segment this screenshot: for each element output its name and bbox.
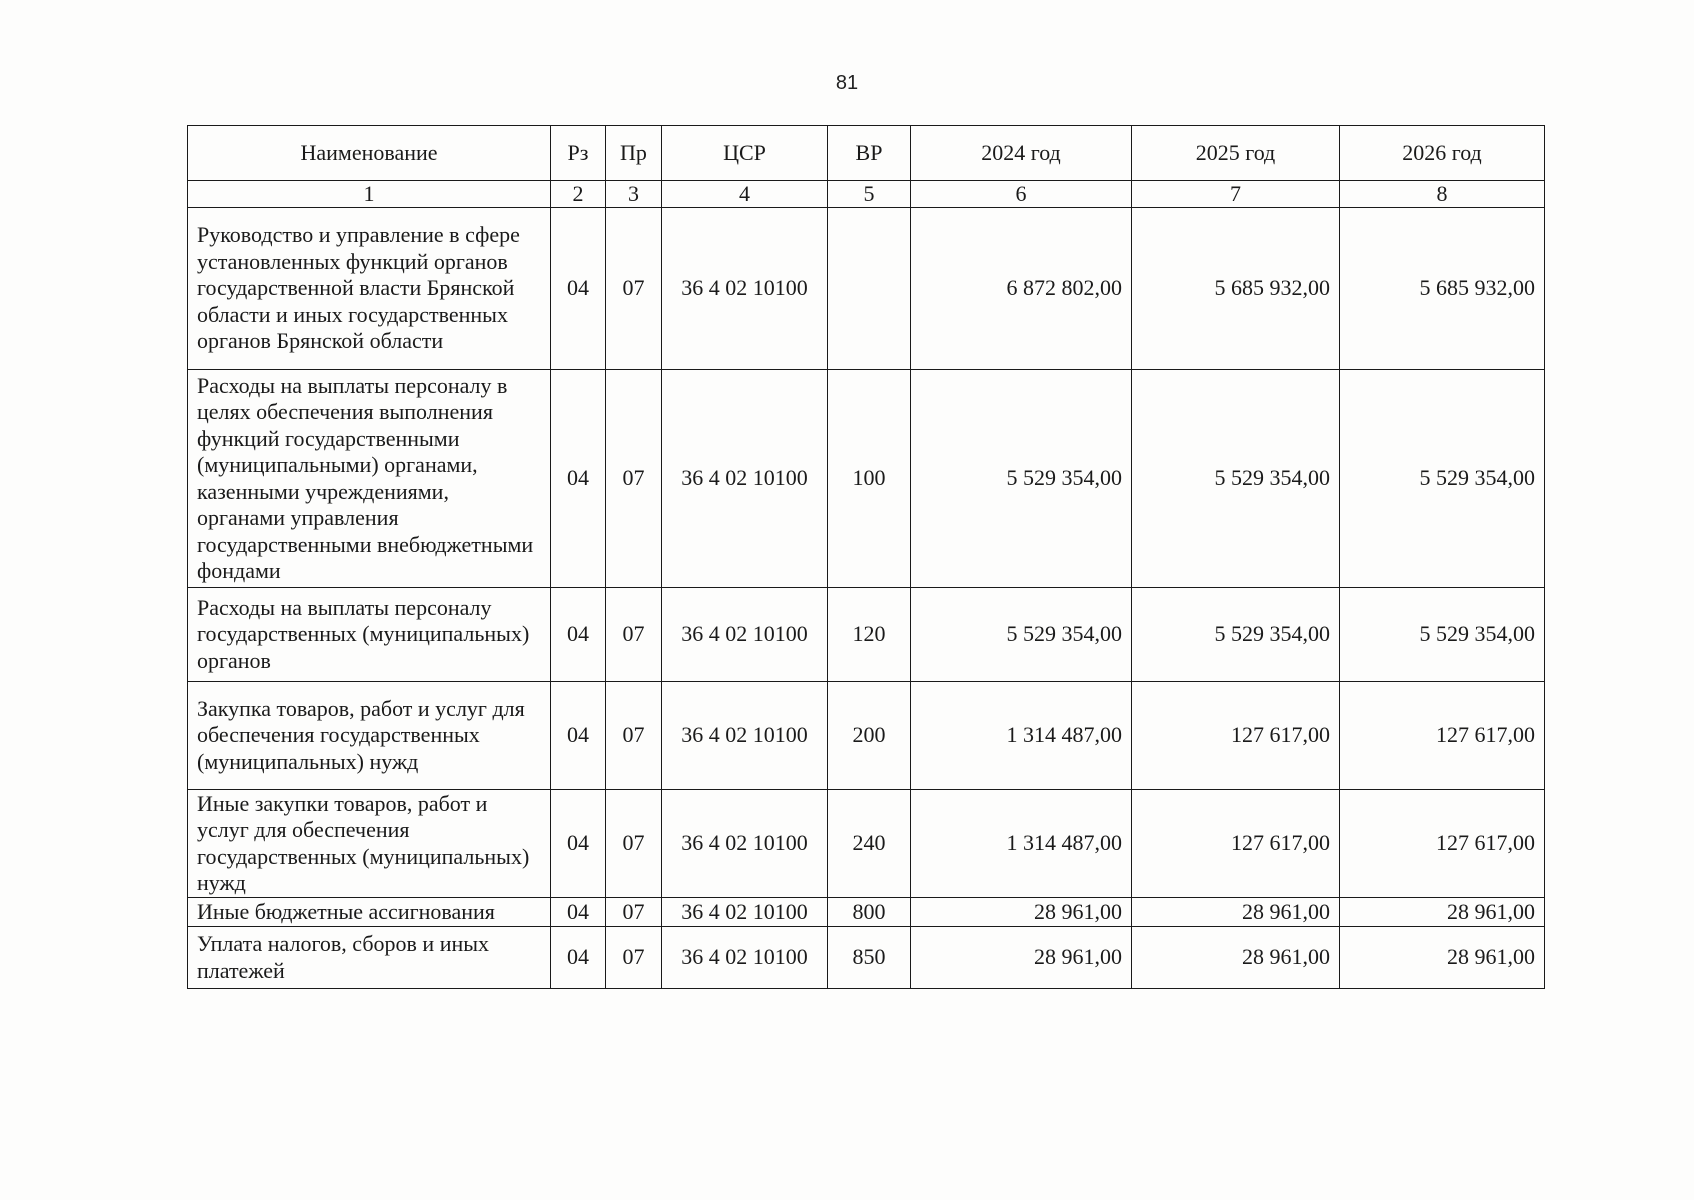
row-rz: 04 — [551, 898, 606, 927]
table-row — [188, 588, 1545, 682]
row-name: Руководство и управление в сфере установленных функций органов государственной власти Брянской области и иных государственных органов Брянской области — [188, 208, 551, 370]
row-2026: 5 685 932,00 — [1340, 208, 1545, 370]
row-pr: 07 — [606, 370, 662, 588]
row-2026: 127 617,00 — [1340, 682, 1545, 790]
row-2026: 5 529 354,00 — [1340, 588, 1545, 682]
header-2026: 2026 год — [1340, 126, 1545, 181]
header-2025: 2025 год — [1132, 126, 1340, 181]
row-2024: 1 314 487,00 — [911, 790, 1132, 898]
table-row — [188, 790, 1545, 898]
header-pr: Пр — [606, 126, 662, 181]
column-number: 3 — [606, 181, 662, 208]
row-rz: 04 — [551, 682, 606, 790]
row-2026: 28 961,00 — [1340, 898, 1545, 927]
row-2025: 28 961,00 — [1132, 927, 1340, 989]
row-pr: 07 — [606, 682, 662, 790]
row-csr: 36 4 02 10100 — [662, 588, 828, 682]
column-number-row — [188, 181, 1545, 208]
row-vr: 850 — [828, 927, 911, 989]
column-number: 4 — [662, 181, 828, 208]
table-row — [188, 370, 1545, 588]
row-2025: 127 617,00 — [1132, 790, 1340, 898]
row-name: Расходы на выплаты персоналу государственных (муниципальных) органов — [188, 588, 551, 682]
budget-table — [187, 125, 1545, 989]
row-name: Расходы на выплаты персоналу в целях обеспечения выполнения функций государственными (муниципальными) органами, казенными учреждениями, органами управления государственными внебюджетными фондами — [188, 370, 551, 588]
row-vr — [828, 208, 911, 370]
row-name: Уплата налогов, сборов и иных платежей — [188, 927, 551, 989]
row-csr: 36 4 02 10100 — [662, 208, 828, 370]
row-vr: 200 — [828, 682, 911, 790]
row-2025: 127 617,00 — [1132, 682, 1340, 790]
header-name: Наименование — [188, 126, 551, 181]
row-2025: 5 529 354,00 — [1132, 588, 1340, 682]
row-name: Закупка товаров, работ и услуг для обеспечения государственных (муниципальных) нужд — [188, 682, 551, 790]
row-2025: 28 961,00 — [1132, 898, 1340, 927]
table-row — [188, 682, 1545, 790]
header-vr: ВР — [828, 126, 911, 181]
row-2024: 28 961,00 — [911, 927, 1132, 989]
row-2024: 6 872 802,00 — [911, 208, 1132, 370]
row-csr: 36 4 02 10100 — [662, 927, 828, 989]
row-name: Иные закупки товаров, работ и услуг для обеспечения государственных (муниципальных) нужд — [188, 790, 551, 898]
table-row — [188, 208, 1545, 370]
column-number: 7 — [1132, 181, 1340, 208]
row-pr: 07 — [606, 790, 662, 898]
row-csr: 36 4 02 10100 — [662, 370, 828, 588]
table-row — [188, 898, 1545, 927]
column-number: 1 — [188, 181, 551, 208]
column-number: 5 — [828, 181, 911, 208]
header-csr: ЦСР — [662, 126, 828, 181]
row-vr: 120 — [828, 588, 911, 682]
row-pr: 07 — [606, 898, 662, 927]
row-name: Иные бюджетные ассигнования — [188, 898, 551, 927]
row-csr: 36 4 02 10100 — [662, 682, 828, 790]
row-pr: 07 — [606, 208, 662, 370]
row-pr: 07 — [606, 927, 662, 989]
row-vr: 100 — [828, 370, 911, 588]
page-number: 81 — [835, 72, 859, 94]
row-2024: 1 314 487,00 — [911, 682, 1132, 790]
column-number: 8 — [1340, 181, 1545, 208]
column-number: 6 — [911, 181, 1132, 208]
row-2024: 5 529 354,00 — [911, 370, 1132, 588]
column-number: 2 — [551, 181, 606, 208]
header-rz: Рз — [551, 126, 606, 181]
row-2024: 5 529 354,00 — [911, 588, 1132, 682]
table-row — [188, 927, 1545, 989]
row-2026: 127 617,00 — [1340, 790, 1545, 898]
row-rz: 04 — [551, 927, 606, 989]
header-row — [188, 126, 1545, 181]
row-rz: 04 — [551, 208, 606, 370]
row-rz: 04 — [551, 370, 606, 588]
row-2025: 5 685 932,00 — [1132, 208, 1340, 370]
row-2024: 28 961,00 — [911, 898, 1132, 927]
row-2025: 5 529 354,00 — [1132, 370, 1340, 588]
row-vr: 240 — [828, 790, 911, 898]
row-csr: 36 4 02 10100 — [662, 790, 828, 898]
row-2026: 28 961,00 — [1340, 927, 1545, 989]
row-vr: 800 — [828, 898, 911, 927]
header-2024: 2024 год — [911, 126, 1132, 181]
row-rz: 04 — [551, 790, 606, 898]
row-2026: 5 529 354,00 — [1340, 370, 1545, 588]
row-pr: 07 — [606, 588, 662, 682]
row-rz: 04 — [551, 588, 606, 682]
row-csr: 36 4 02 10100 — [662, 898, 828, 927]
